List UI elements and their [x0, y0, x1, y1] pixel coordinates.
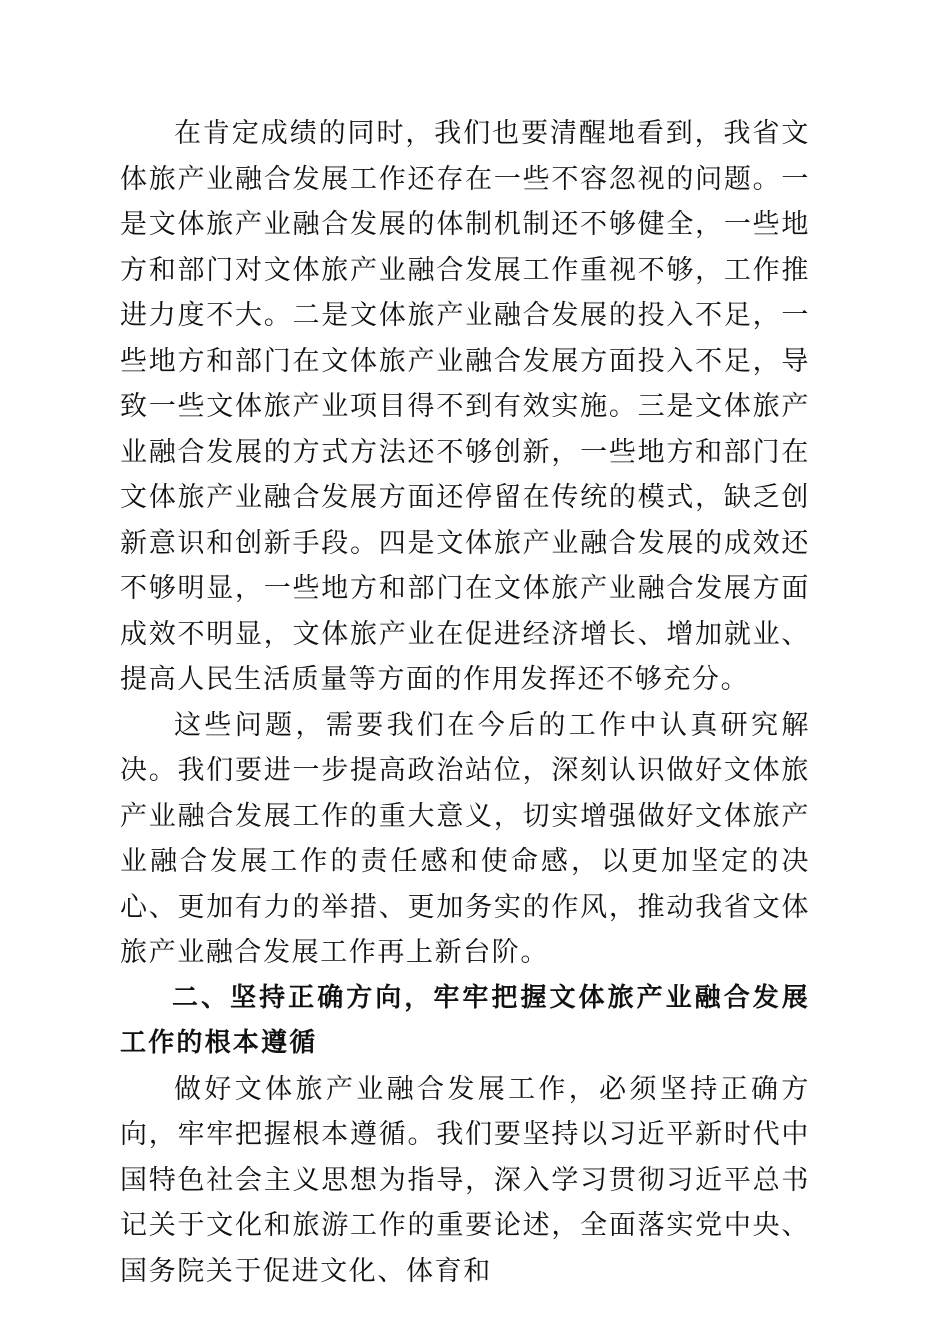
paragraph-problems: 在肯定成绩的同时，我们也要清醒地看到，我省文体旅产业融合发展工作还存在一些不容忽视的问题。一是文体旅产业融合发展的体制机制还不够健全，一些地方和部门对文体旅产业融合发展工作重视不够，工作推进力度不大。二是文体旅产业融合发展的投入不足，一些地方和部门在文体旅产业融合发展方面投入不足，导致一些文体旅产业项目得不到有效实施。三是文体旅产业融合发展的方式方法还不够创新，一些地方和部门在文体旅产业融合发展方面还停留在传统的模式，缺乏创新意识和创新手段。四是文体旅产业融合发展的成效还不够明显，一些地方和部门在文体旅产业融合发展方面成效不明显，文体旅产业在促进经济增长、增加就业、提高人民生活质量等方面的作用发挥还不够充分。	[120, 118, 810, 695]
document-body	[120, 111, 810, 1294]
paragraph-solutions: 这些问题，需要我们在今后的工作中认真研究解决。我们要进一步提高政治站位，深刻认识做好文体旅产业融合发展工作的重大意义，切实增强做好文体旅产业融合发展工作的责任感和使命感，以更加坚定的决心、更加有力的举措、更加务实的作风，推动我省文体旅产业融合发展工作再上新台阶。	[120, 709, 810, 968]
paragraph-section-intro: 做好文体旅产业融合发展工作，必须坚持正确方向，牢牢把握根本遵循。我们要坚持以习近平新时代中国特色社会主义思想为指导，深入学习贯彻习近平总书记关于文化和旅游工作的重要论述，全面落实党中央、国务院关于促进文化、体育和	[120, 1073, 810, 1287]
section-heading: 二、坚持正确方向，牢牢把握文体旅产业融合发展工作的根本遵循	[120, 982, 810, 1058]
